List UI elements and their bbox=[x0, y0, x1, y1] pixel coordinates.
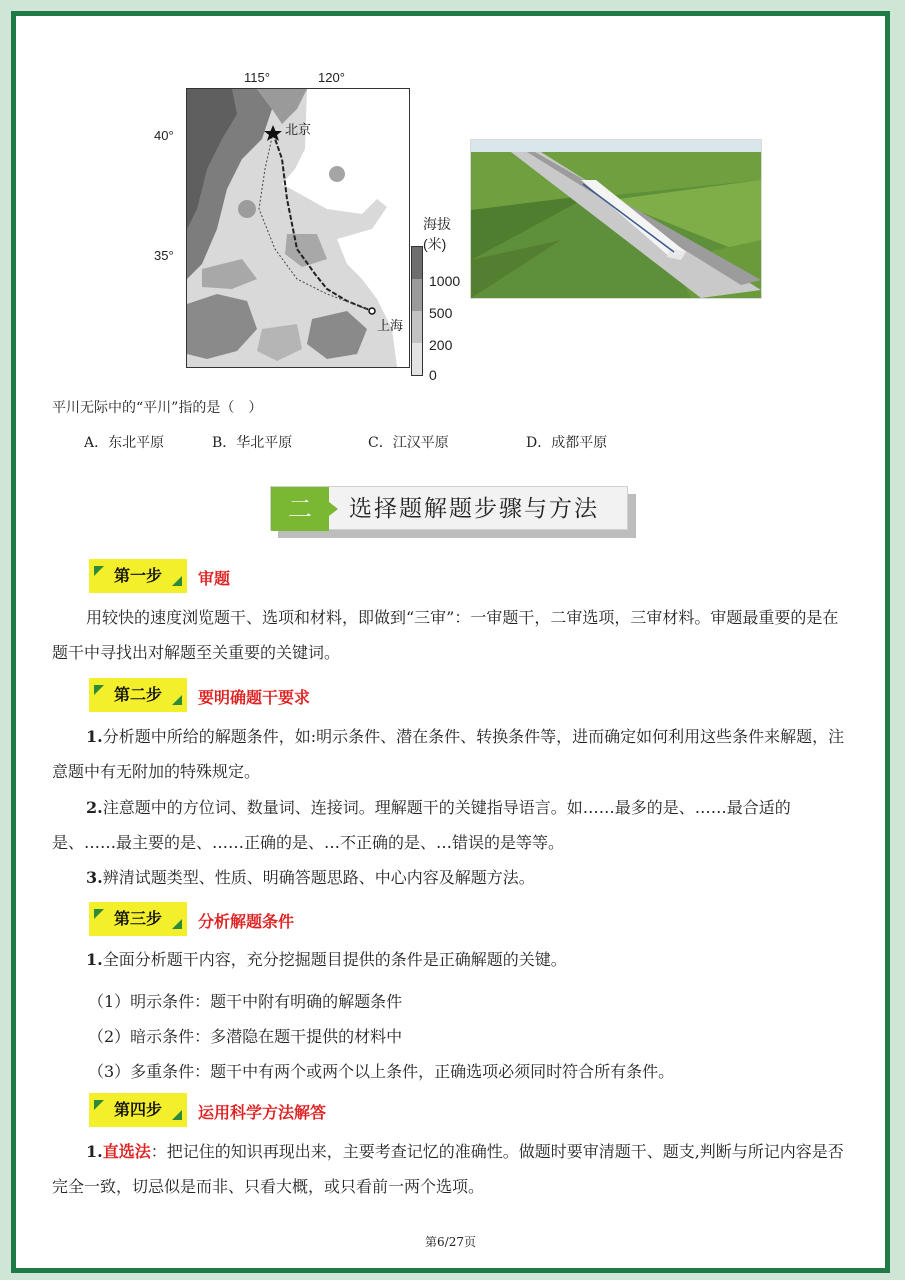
step-3-item-2: （2）暗示条件：多潜隐在题干提供的材料中 bbox=[88, 1027, 403, 1046]
step-2-p3-text: 辨清试题类型、性质、明确答题思路、中心内容及解题方法。 bbox=[102, 868, 535, 887]
step-2-paragraph-2 bbox=[52, 790, 852, 860]
page-number: 第6/27页 bbox=[425, 1235, 476, 1249]
lat-label-35: 35° bbox=[154, 248, 174, 263]
section-banner bbox=[270, 486, 636, 538]
step-4-label: 第四步 bbox=[113, 1100, 162, 1119]
step-3-item-3: （3）多重条件：题干中有两个或两个以上条件，正确选项必须同时符合所有条件。 bbox=[88, 1062, 675, 1081]
step-4-p1-number: 1. bbox=[86, 1142, 103, 1161]
step-2-p2-number: 2. bbox=[86, 798, 103, 817]
banner-arrow-icon bbox=[329, 502, 338, 516]
city-label-shanghai: 上海 bbox=[377, 318, 404, 333]
terrain-map bbox=[156, 66, 486, 386]
step-2-paragraph-3 bbox=[52, 860, 852, 895]
step-2-paragraph-1 bbox=[52, 719, 852, 789]
high-speed-train-photo bbox=[470, 139, 762, 299]
step-3-title: 分析解题条件 bbox=[198, 912, 295, 931]
banner-body bbox=[270, 486, 628, 530]
step-1-label: 第一步 bbox=[113, 566, 162, 585]
lat-label-40: 40° bbox=[154, 128, 174, 143]
page-frame bbox=[11, 11, 890, 1273]
lon-label-115: 115° bbox=[244, 70, 270, 85]
step-2-p2-text: 注意题中的方位词、数量词、连接词。理解题干的关键指导语言。如……最多的是、……最合适的是、……最主要的是、……正确的是、…不正确的是、…错误的是等等。 bbox=[52, 798, 791, 852]
step-4-badge bbox=[89, 1093, 187, 1127]
city-label-beijing: 北京 bbox=[285, 122, 312, 137]
step-3-badge bbox=[89, 902, 187, 936]
section-title: 选择题解题步骤与方法 bbox=[349, 496, 599, 522]
option-d: D．成都平原 bbox=[526, 435, 608, 451]
step-2-label: 第二步 bbox=[113, 685, 162, 704]
legend-title-unit: (米) bbox=[423, 236, 447, 252]
section-number: 二 bbox=[271, 487, 329, 531]
step-2-badge bbox=[89, 678, 187, 712]
step-2-p1-number: 1. bbox=[86, 727, 103, 746]
step-4-p1-text: ：把记住的知识再现出来，主要考查记忆的准确性。做题时要审清题干、题支,判断与所记内容是否完全一致，切忌似是而非、只看大概，或只看前一两个选项。 bbox=[52, 1142, 844, 1196]
step-2-title: 要明确题干要求 bbox=[198, 688, 311, 707]
step-3-item-1: （1）明示条件：题干中附有明确的解题条件 bbox=[88, 992, 403, 1011]
page bbox=[16, 16, 885, 1268]
step-4-paragraph-1 bbox=[52, 1134, 852, 1204]
step-1-badge bbox=[89, 559, 187, 593]
legend-value-500: 500 bbox=[429, 305, 453, 321]
step-3-label: 第三步 bbox=[113, 909, 162, 928]
step-2-p3-number: 3. bbox=[86, 868, 103, 887]
question-stem: 平川无际中的“平川”指的是（ ） bbox=[52, 400, 263, 416]
step-2-p1-text: 分析题中所给的解题条件，如:明示条件、潜在条件、转换条件等，进而确定如何利用这些条件来解题，注意题中有无附加的特殊规定。 bbox=[52, 727, 845, 781]
lon-label-120: 120° bbox=[318, 70, 345, 85]
option-b: B．华北平原 bbox=[212, 435, 293, 451]
legend-color-bar bbox=[411, 246, 423, 376]
step-3-p1-number: 1. bbox=[86, 950, 103, 969]
legend-value-0: 0 bbox=[429, 367, 437, 383]
step-4-title: 运用科学方法解答 bbox=[198, 1103, 327, 1122]
train-illustration bbox=[471, 140, 761, 298]
legend-value-1000: 1000 bbox=[429, 273, 461, 289]
map-image bbox=[186, 88, 410, 368]
option-a: A．东北平原 bbox=[84, 435, 165, 451]
step-3-paragraph-1 bbox=[52, 942, 852, 977]
step-4-method-name: 直选法 bbox=[102, 1142, 151, 1161]
legend-title-altitude: 海拔 bbox=[423, 216, 451, 232]
step-1-paragraph bbox=[52, 600, 852, 670]
legend-value-200: 200 bbox=[429, 337, 453, 353]
step-1-title: 审题 bbox=[198, 569, 231, 588]
step-1-text: 用较快的速度浏览题干、选项和材料，即做到“三审”：一审题干，二审选项，三审材料。审题最重要的是在题干中寻找出对解题至关重要的关键词。 bbox=[52, 608, 839, 662]
step-3-p1-text: 全面分析题干内容，充分挖掘题目提供的条件是正确解题的关键。 bbox=[102, 950, 567, 969]
option-c: C．江汉平原 bbox=[368, 435, 449, 451]
